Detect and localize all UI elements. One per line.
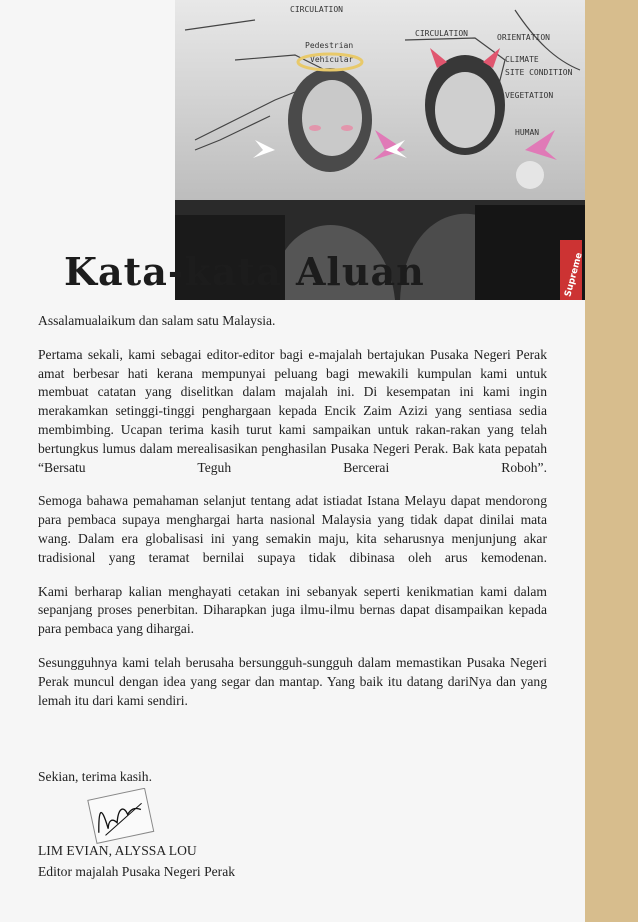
supreme-sticker-text: Supreme: [563, 251, 585, 299]
signatory-name: LIM EVIAN, ALYSSA LOU: [38, 843, 197, 858]
wb-word-site: SITE CONDITION: [505, 68, 573, 77]
closing-line: Sekian, terima kasih.: [38, 769, 153, 784]
side-color-band: [585, 0, 638, 922]
letter-body: [38, 312, 547, 725]
paragraph-1: Pertama sekali, kami sebagai editor-editor bagi e-majalah bertajukan Pusaka Negeri Perak amat berbesar hati kerana mempunyai peluang bagi mewakili kumpulan kami untuk membuat catatan yang diselitkan dalam majalah ini. Di kesempatan ini kami ingin merakamkan setinggi-tinggi penghargaan kepada Encik Zaim Azizi yang sentiasa sedia membimbing. Ucapan terima kasih turut kami sampaikan untuk rakan-rakan yang telah bertungkus lumus dalam merealisasikan penghasilan Pusaka Negeri Perak. Bak kata pepatah “Bersatu Teguh Bercerai Roboh”.: [38, 346, 547, 475]
paragraph-3: Kami berharap kalian menghayati cetakan ini sebanyak seperti kenikmatian kami dalam sepanjang proses penerbitan. Diharapkan juga ilmu-ilmu bernas dapat disampaikan kepada para pembaca yang dihargai.: [38, 583, 547, 637]
signatory-role: Editor majalah Pusaka Negeri Perak: [38, 864, 236, 879]
wb-word-orientation: ORIENTATION: [497, 33, 550, 42]
signature-image: [82, 788, 158, 846]
paragraph-2: Semoga bahawa pemahaman selanjut tentang adat istiadat Istana Melayu dapat mendorong para pembaca supaya menghargai harta nasional Malaysia yang tidak dapat dinilai mata wang. Dalam era globalisasi ini yang semakin maju, kita seharusnya menjunjung akar tradisional yang teramat bernilai supaya tidak dibinasa oleh arus kemodenan.: [38, 493, 547, 565]
wb-word-vegetation: VEGETATION: [505, 91, 554, 100]
paragraph-4: Sesungguhnya kami telah berusaha bersungguh-sungguh dalam memastikan Pusaka Negeri Perak muncul dengan idea yang segar dan mantap. Yang baik itu datang dariNya dan yang lemah itu dari kami sendiri.: [38, 654, 547, 708]
page-title: Kata-kata Aluan: [64, 249, 425, 294]
wb-word-climate: CLIMATE: [505, 55, 539, 64]
wb-word-human: HUMAN: [515, 128, 540, 137]
wb-word-vehicular: Vehicular: [310, 55, 354, 64]
wb-word-circulation-2: CIRCULATION: [415, 29, 468, 38]
wb-word-circulation: CIRCULATION: [290, 5, 343, 14]
greeting: Assalamualaikum dan salam satu Malaysia.: [38, 313, 276, 328]
wb-word-pedestrian: Pedestrian: [305, 41, 354, 50]
